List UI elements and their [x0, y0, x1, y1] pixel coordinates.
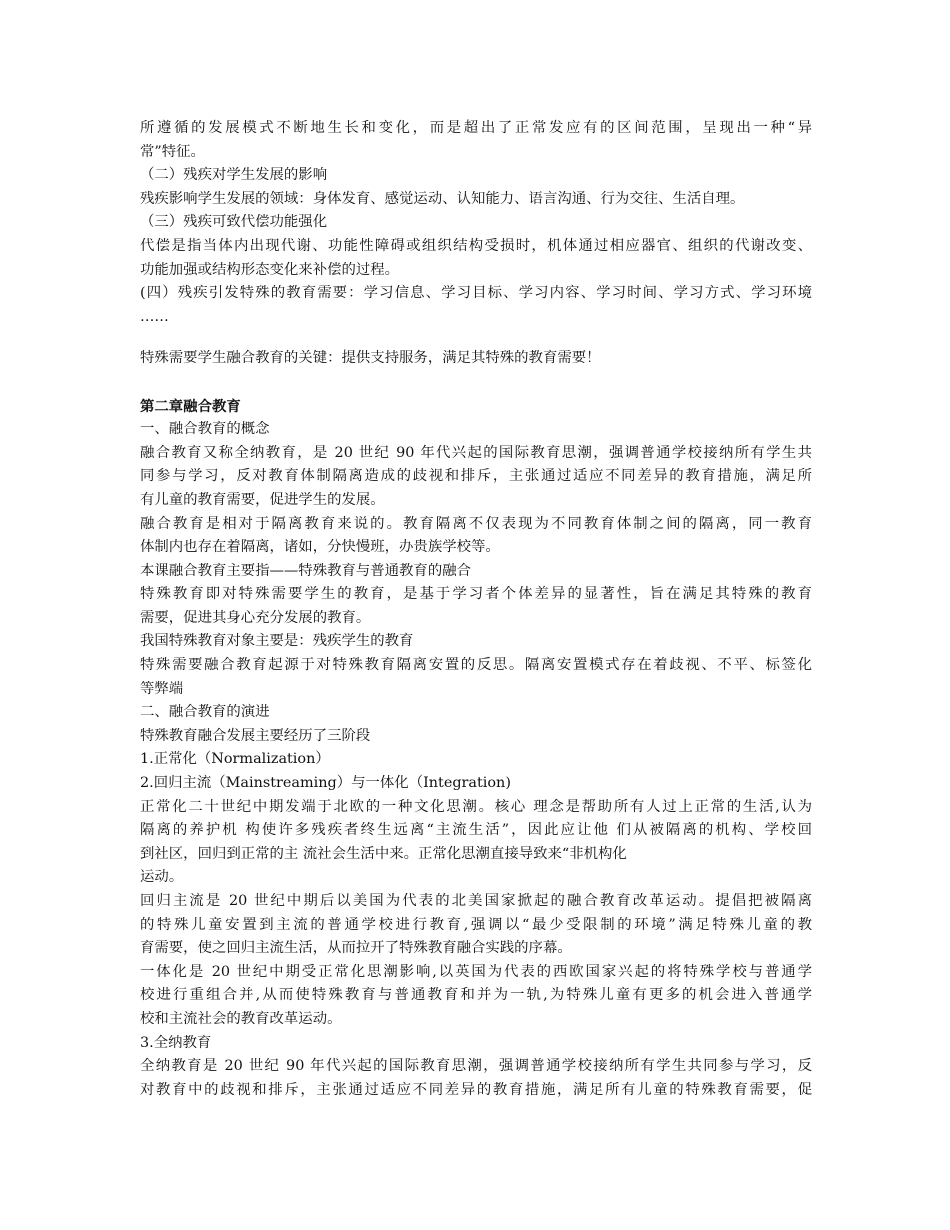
text-line: 2.回归主流（Mainstreaming）与一体化（Integration): [140, 775, 511, 792]
text-line: 的特殊儿童安置到主流的普通学校进行教育,强调以“最少受限制的环境”满足特殊儿童的教: [140, 916, 812, 933]
text-line: 特殊需要学生融合教育的关键：提供支持服务，满足其特殊的教育需要！: [140, 350, 601, 367]
text-line: 融合教育是相对于隔离教育来说的。教育隔离不仅表现为不同教育体制之间的隔离，同一教育: [140, 515, 812, 532]
paragraph-spacer: [140, 371, 812, 395]
text-line: 特殊教育融合发展主要经历了三阶段: [140, 727, 371, 744]
text-line: 对教育中的歧视和排斥，主张通过适应不同差异的教育措施，满足所有儿童的特殊教育需要，促: [140, 1081, 812, 1098]
text-line: 所遵循的发展模式不断地生长和变化，而是超出了正常发应有的区间范围，呈现出一种“异: [140, 120, 812, 136]
text-line: 等弊端: [140, 680, 184, 697]
text-line: 有儿童的教育需要，促进学生的发展。: [140, 491, 385, 508]
text-line: 1.正常化（Normalization）: [140, 751, 330, 768]
text-line: 到社区，回归到正常的主 流社会生活中来。正常化思潮直接导致来“非机构化: [140, 845, 627, 862]
text-line: 特殊需要融合教育起源于对特殊教育隔离安置的反思。隔离安置模式存在着歧视、不平、标签化: [140, 657, 812, 674]
text-line: 全纳教育是 20 世纪 90 年代兴起的国际教育思潮，强调普通学校接纳所有学生共同参与学习，反: [140, 1058, 812, 1075]
text-line: 我国特殊教育对象主要是：残疾学生的教育: [140, 633, 414, 650]
text-line: ……: [140, 308, 169, 325]
text-line: 代偿是指当体内出现代谢、功能性障碍或组织结构受损时，机体通过相应器官、组织的代谢改变、: [140, 237, 812, 254]
text-line: 校进行重组合并,从而使特殊教育与普通教育和并为一轨,为特殊儿童有更多的机会进入普通学: [140, 987, 812, 1004]
text-line: 育需要，使之回归主流生活，从而拉开了特殊教育融合实践的序幕。: [140, 940, 572, 957]
text-line: 二、融合教育的演进: [140, 704, 270, 721]
text-line: 运动。: [140, 869, 184, 886]
chapter-heading: 第二章融合教育: [140, 397, 241, 415]
text-line: 常”特征。: [140, 143, 205, 160]
text-line: 同参与学习，反对教育体制隔离造成的歧视和排斥，主张通过适应不同差异的教育措施，满足所: [140, 468, 812, 485]
text-line: 回归主流是 20 世纪中期后以美国为代表的北美国家掀起的融合教育改革运动。提倡把被隔离: [140, 893, 812, 909]
text-line: 体制内也存在着隔离，诸如，分快慢班，办贵族学校等。: [140, 539, 500, 556]
text-line: （三）残疾可致代偿功能强化: [140, 214, 328, 231]
text-line: 本课融合教育主要指——特殊教育与普通教育的融合: [140, 562, 471, 579]
text-line: 融合教育又称全纳教育，是 20 世纪 90 年代兴起的国际教育思潮，强调普通学校接纳所有学生共: [140, 444, 812, 461]
document-body: [140, 117, 812, 1102]
text-line: 一体化是 20 世纪中期受正常化思潮影响,以英国为代表的西欧国家兴起的将特殊学校与普通学: [140, 963, 812, 980]
text-line: 正常化二十世纪中期发端于北欧的一种文化思潮。核心 理念是帮助所有人过上正常的生活,认为: [140, 798, 812, 815]
text-line: 校和主流社会的教育改革运动。: [140, 1010, 342, 1027]
text-line: 需要，促进其身心充分发展的教育。: [140, 609, 371, 626]
text-line: 特殊教育即对特殊需要学生的教育，是基于学习者个体差异的显著性，旨在满足其特殊的教育: [140, 586, 812, 603]
text-line: 3.全纳教育: [140, 1034, 212, 1051]
text-line: 残疾影响学生发展的领域：身体发育、感觉运动、认知能力、语言沟通、行为交往、生活自理。: [140, 190, 745, 207]
paragraph-spacer: [140, 329, 812, 347]
text-line: （二）残疾对学生发展的影响: [140, 167, 328, 184]
text-line: 功能加强或结构形态变化来补偿的过程。: [140, 261, 400, 278]
text-line: (四）残疾引发特殊的教育需要：学习信息、学习目标、学习内容、学习时间、学习方式、学习环境: [140, 285, 812, 302]
text-line: 隔离的养护机 构使许多残疾者终生远离“主流生活”，因此应让他 们从被隔离的机构、学校回: [140, 822, 812, 839]
text-line: 一、融合教育的概念: [140, 421, 270, 438]
